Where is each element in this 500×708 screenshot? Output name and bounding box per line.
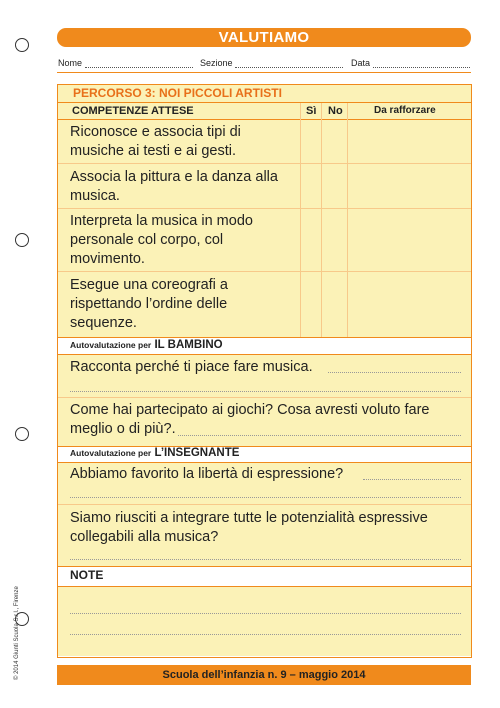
competenza-item: Associa la pittura e la danza alla musica. <box>70 169 278 204</box>
date-field[interactable] <box>373 67 470 68</box>
answer-line[interactable] <box>328 372 461 373</box>
col-divider <box>300 103 301 337</box>
section-field[interactable] <box>235 67 343 68</box>
row-divider <box>58 397 471 398</box>
notes-line[interactable] <box>70 613 461 614</box>
section-label: Sezione <box>200 58 233 68</box>
bambino-question: Racconta perché ti piace fare musica. <box>70 359 313 375</box>
autovalutazione-insegnante-heading <box>70 445 239 462</box>
page-title: VALUTIAMO <box>57 28 471 47</box>
row-divider <box>58 208 471 209</box>
divider <box>58 586 471 587</box>
row-divider <box>58 504 471 505</box>
divider <box>58 566 471 567</box>
col-si: Sì <box>306 105 317 117</box>
header-fields <box>57 58 471 72</box>
binder-hole <box>15 233 29 247</box>
binder-hole <box>15 38 29 52</box>
answer-line[interactable] <box>70 497 461 498</box>
notes-area <box>58 586 471 656</box>
answer-line[interactable] <box>178 435 461 436</box>
footer: Scuola dell’infanzia n. 9 – maggio 2014 <box>57 665 471 685</box>
notes-line[interactable] <box>70 634 461 635</box>
competenza-item: Esegue una coreografi a rispettando l’ordine delle sequenze. <box>70 277 228 331</box>
insegnante-question: Siamo riusciti a integrare tutte le potenzialità espressive collegabili alla musica? <box>70 510 428 545</box>
percorso-title: PERCORSO 3: NOI PICCOLI ARTISTI <box>73 86 282 100</box>
col-divider <box>347 103 348 337</box>
competenza-item: Riconosce e associa tipi di musiche ai testi e ai gesti. <box>70 124 241 159</box>
answer-line[interactable] <box>70 559 461 560</box>
header-divider <box>57 72 471 73</box>
col-divider <box>321 103 322 337</box>
autovalutazione-bambino-heading <box>70 337 223 354</box>
evaluation-card <box>57 84 472 658</box>
autovalutazione-who: IL BAMBINO <box>154 339 223 351</box>
row-divider <box>58 163 471 164</box>
answer-line[interactable] <box>363 479 461 480</box>
name-label: Nome <box>58 58 83 68</box>
autovalutazione-label: Autovalutazione per <box>70 448 152 458</box>
col-competenze: COMPETENZE ATTESE <box>72 105 194 117</box>
divider <box>58 462 471 463</box>
answer-line[interactable] <box>70 391 461 392</box>
col-no: No <box>328 105 343 117</box>
name-field[interactable] <box>85 67 193 68</box>
col-da-rafforzare: Da rafforzare <box>374 105 436 116</box>
side-credit: © 2014 Giunti Scuola S.r.l., Firenze <box>14 586 20 680</box>
binder-hole <box>15 427 29 441</box>
insegnante-question: Abbiamo favorito la libertà di espressione? <box>70 466 344 482</box>
notes-heading: NOTE <box>70 568 104 582</box>
competenza-item: Interpreta la musica in modo personale col corpo, col movimento. <box>70 213 253 267</box>
bambino-question: Come hai partecipato ai giochi? Cosa avresti voluto fare meglio o di più?. <box>70 402 430 437</box>
divider <box>58 119 471 120</box>
date-label: Data <box>351 58 371 68</box>
autovalutazione-label: Autovalutazione per <box>70 340 152 350</box>
autovalutazione-who: L’INSEGNANTE <box>154 447 240 459</box>
divider <box>58 354 471 355</box>
row-divider <box>58 271 471 272</box>
